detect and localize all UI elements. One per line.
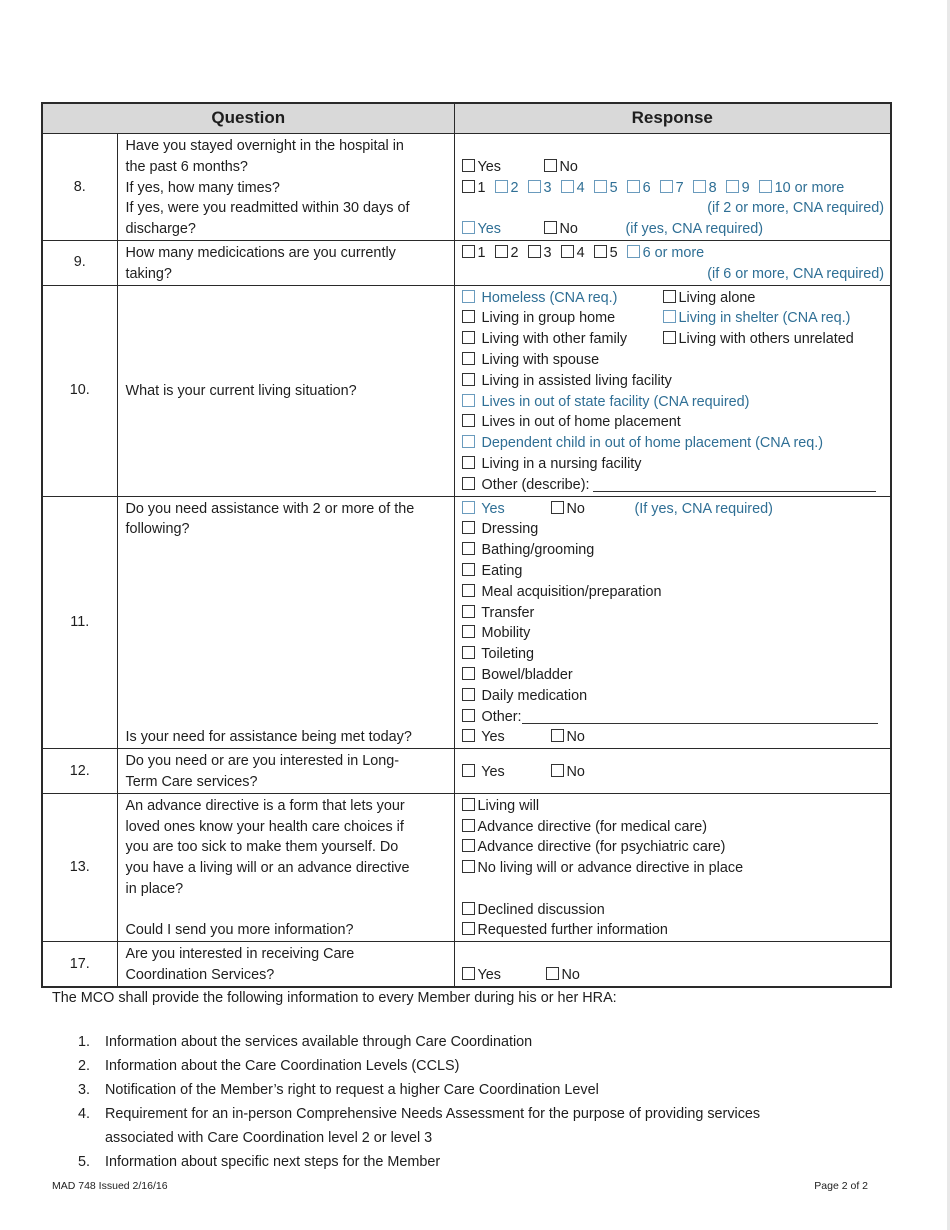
row-number: 9. — [42, 240, 117, 285]
table-row — [42, 285, 891, 496]
response-header: Response — [454, 103, 891, 134]
cna-note: (If yes, CNA required) — [634, 500, 773, 517]
response-cell — [454, 749, 891, 794]
checkbox-box — [627, 245, 640, 258]
checkbox-option[interactable]: 7 — [660, 178, 684, 199]
question-text: Could I send you more information? — [125, 922, 354, 939]
checkbox-box — [462, 180, 475, 193]
checkbox-box — [594, 245, 607, 258]
checkbox-option[interactable]: No — [544, 157, 578, 178]
checkbox-option[interactable]: Living in a nursing facility — [462, 454, 885, 475]
question-text: Have you stayed overnight in the hospital in — [125, 138, 404, 154]
checkbox-option[interactable]: 10 or more — [759, 178, 845, 199]
describe-line[interactable] — [593, 477, 876, 492]
checkbox-option[interactable]: 2 — [495, 178, 519, 199]
list-item: 5. Information about specific next steps for the Member — [78, 1154, 441, 1170]
question-text: What is your current living situation? — [125, 383, 357, 400]
checkbox-option[interactable]: 5 — [594, 178, 618, 199]
checkbox-option[interactable]: 6 or more — [627, 243, 705, 264]
checkbox-option[interactable]: Yes — [462, 762, 547, 783]
response-cell — [454, 134, 891, 241]
question-text: Coordination Services? — [125, 967, 275, 984]
table-row — [42, 942, 891, 987]
checkbox-option[interactable]: 3 — [528, 178, 552, 199]
checkbox-option[interactable]: 2 — [495, 243, 519, 264]
checkbox-box — [693, 180, 706, 193]
row-number: 11. — [42, 496, 117, 749]
question-text: taking? — [125, 265, 172, 282]
question-text: you have a living will or an advance directive — [125, 860, 410, 877]
question-header: Question — [42, 103, 454, 134]
page-number: Page 2 of 2 — [814, 1180, 868, 1192]
checkbox-option[interactable]: Living with other family — [462, 329, 659, 350]
row-number: 10. — [42, 285, 117, 496]
question-text: If yes, how many times? — [125, 179, 280, 196]
hra-table — [41, 102, 892, 988]
question-text: you are too sick to make them yourself. Do — [125, 839, 399, 856]
checkbox-option[interactable]: 5 — [594, 243, 618, 264]
checkbox-option[interactable]: No — [551, 499, 631, 520]
checkbox-option[interactable]: Meal acquisition/preparation — [462, 582, 885, 603]
checkbox-option[interactable]: 8 — [693, 178, 717, 199]
checkbox-option[interactable]: 1 — [462, 243, 486, 264]
table-row — [42, 134, 891, 241]
row-number: 13. — [42, 793, 117, 942]
checkbox-option[interactable]: Yes — [462, 157, 540, 178]
checkbox-option[interactable]: 9 — [726, 178, 750, 199]
checkbox-option[interactable]: No — [551, 727, 585, 748]
checkbox-option[interactable]: Transfer — [462, 603, 885, 624]
checkbox-box — [627, 180, 640, 193]
info-intro: The MCO shall provide the following information to every Member during his or her HRA: — [52, 990, 617, 1006]
checkbox-box — [462, 245, 475, 258]
question-text: Are you interested in receiving Care — [125, 946, 355, 963]
other-line[interactable] — [522, 709, 878, 724]
table-row — [42, 793, 891, 942]
question-text: Term Care services? — [125, 773, 258, 790]
checkbox-option[interactable]: 6 — [627, 178, 651, 199]
response-cell — [454, 496, 891, 749]
cna-note: (if yes, CNA required) — [625, 221, 764, 238]
checkbox-box — [726, 180, 739, 193]
response-cell — [454, 240, 891, 285]
checkbox-option[interactable]: Yes — [462, 499, 547, 520]
cna-note: (if 2 or more, CNA required) — [707, 200, 885, 217]
checkbox-option[interactable]: Living will — [462, 796, 885, 817]
checkbox-option[interactable]: Advance directive (for medical care) — [462, 817, 885, 838]
question-text: loved ones know your health care choices if — [125, 818, 404, 835]
table-row — [42, 496, 891, 749]
checkbox-option[interactable]: No — [544, 219, 622, 240]
table-row — [42, 749, 891, 794]
question-cell — [117, 496, 454, 749]
table-header-row — [42, 103, 891, 134]
question-text: If yes, were you readmitted within 30 days of — [125, 200, 410, 217]
row-number: 17. — [42, 942, 117, 987]
question-text: Is your need for assistance being met today? — [125, 729, 412, 746]
checkbox-option[interactable]: No — [546, 965, 580, 986]
checkbox-option[interactable]: Living with others unrelated — [663, 329, 854, 350]
checkbox-option[interactable]: Living in shelter (CNA req.) — [663, 308, 851, 329]
checkbox-box — [594, 180, 607, 193]
question-cell — [117, 793, 454, 942]
list-item: 4. Requirement for an in-person Comprehensive Needs Assessment for the purpose of providing services associated with Care Coordination level 2 or level 3 — [78, 1106, 761, 1146]
question-text: How many medicications are you currently — [125, 244, 396, 261]
checkbox-option[interactable]: Dependent child in out of home placement (CNA req.) — [462, 433, 885, 454]
row-number: 8. — [42, 134, 117, 241]
checkbox-option[interactable]: Yes — [462, 965, 542, 986]
response-cell — [454, 285, 891, 496]
checkbox-option[interactable]: Toileting — [462, 644, 885, 665]
cna-note: (if 6 or more, CNA required) — [707, 265, 885, 282]
checkbox-option[interactable]: Eating — [462, 561, 885, 582]
checkbox-option[interactable]: Declined discussion — [462, 900, 885, 921]
checkbox-box — [495, 245, 508, 258]
question-cell — [117, 285, 454, 496]
checkbox-option[interactable]: Dressing — [462, 519, 885, 540]
checkbox-option[interactable]: No — [551, 762, 585, 783]
checkbox-option[interactable]: Other (describe): — [462, 475, 885, 496]
checkbox-option[interactable]: Yes — [462, 219, 540, 240]
checkbox-option[interactable]: Requested further information — [462, 920, 885, 941]
checkbox-option[interactable]: No living will or advance directive in place — [462, 858, 885, 879]
checkbox-option[interactable]: Lives in out of state facility (CNA required) — [462, 392, 885, 413]
checkbox-option[interactable]: Daily medication — [462, 686, 885, 707]
checkbox-option[interactable]: Living in group home — [462, 308, 659, 329]
checkbox-option[interactable]: 4 — [561, 243, 585, 264]
list-item: 2. Information about the Care Coordination Levels (CCLS) — [78, 1058, 460, 1074]
checkbox-box — [561, 245, 574, 258]
checkbox-option[interactable]: Other: — [462, 707, 885, 728]
checkbox-option[interactable]: Yes — [462, 727, 547, 748]
question-cell — [117, 942, 454, 987]
question-text: discharge? — [125, 221, 196, 238]
list-item: 1. Information about the services available through Care Coordination — [78, 1034, 533, 1050]
question-text: the past 6 months? — [125, 158, 248, 175]
question-text: Do you need assistance with 2 or more of the following? — [125, 500, 415, 538]
question-text: An advance directive is a form that lets your — [125, 797, 405, 814]
checkbox-option[interactable]: 1 — [462, 178, 486, 199]
checkbox-box — [561, 180, 574, 193]
checkbox-option[interactable]: Living with spouse — [462, 350, 885, 371]
response-cell — [454, 793, 891, 942]
checkbox-option[interactable]: Living in assisted living facility — [462, 371, 885, 392]
question-text: in place? — [125, 880, 184, 897]
question-text: Do you need or are you interested in Long- — [125, 753, 400, 770]
list-item: 3. Notification of the Member’s right to request a higher Care Coordination Level — [78, 1082, 599, 1098]
question-cell — [117, 134, 454, 241]
response-cell — [454, 942, 891, 987]
checkbox-option[interactable]: Lives in out of home placement — [462, 412, 885, 433]
row-number: 12. — [42, 749, 117, 794]
checkbox-option[interactable]: Advance directive (for psychiatric care) — [462, 837, 885, 858]
question-cell — [117, 240, 454, 285]
checkbox-option[interactable]: Bowel/bladder — [462, 665, 885, 686]
form-id: MAD 748 Issued 2/16/16 — [52, 1180, 168, 1192]
checkbox-box — [495, 180, 508, 193]
checkbox-box — [660, 180, 673, 193]
table-row — [42, 240, 891, 285]
checkbox-box — [759, 180, 772, 193]
checkbox-box — [528, 245, 541, 258]
question-cell — [117, 749, 454, 794]
info-list — [78, 1030, 760, 1174]
checkbox-box — [528, 180, 541, 193]
checkbox-option[interactable]: 4 — [561, 178, 585, 199]
checkbox-option[interactable]: Living alone — [663, 288, 756, 309]
checkbox-option[interactable]: Bathing/grooming — [462, 540, 885, 561]
checkbox-option[interactable]: Homeless (CNA req.) — [462, 288, 659, 309]
checkbox-option[interactable]: 3 — [528, 243, 552, 264]
checkbox-option[interactable]: Mobility — [462, 623, 885, 644]
